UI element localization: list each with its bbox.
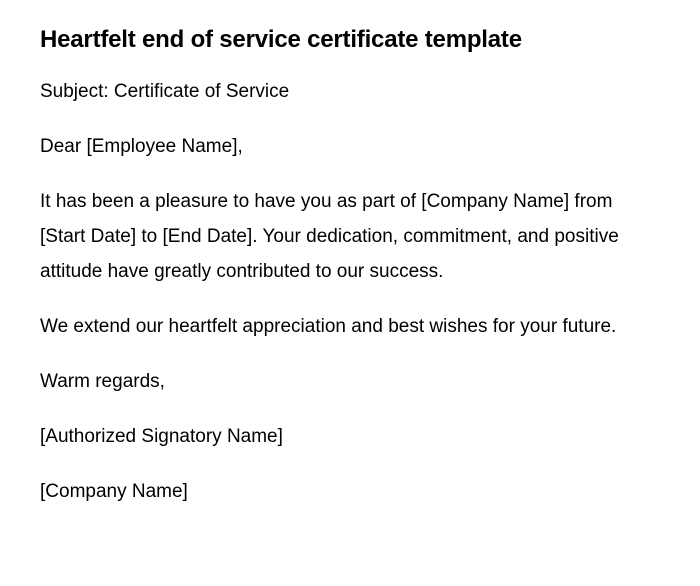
- signatory-name: [Authorized Signatory Name]: [40, 426, 283, 447]
- salutation: Dear [Employee Name],: [40, 136, 243, 157]
- company-name: [Company Name]: [40, 481, 188, 502]
- subject-line: Subject: Certificate of Service: [40, 81, 290, 102]
- document-title: Heartfelt end of service certificate template: [40, 26, 522, 53]
- appreciation-paragraph: We extend our heartfelt appreciation and best wishes for your future.: [40, 316, 617, 337]
- body-paragraph: It has been a pleasure to have you as part of [Company Name] from [Start Date] to [End Date]. Your dedication, commitment, and positive attitude have greatly contributed to our success.: [40, 191, 619, 282]
- closing-line: Warm regards,: [40, 371, 165, 392]
